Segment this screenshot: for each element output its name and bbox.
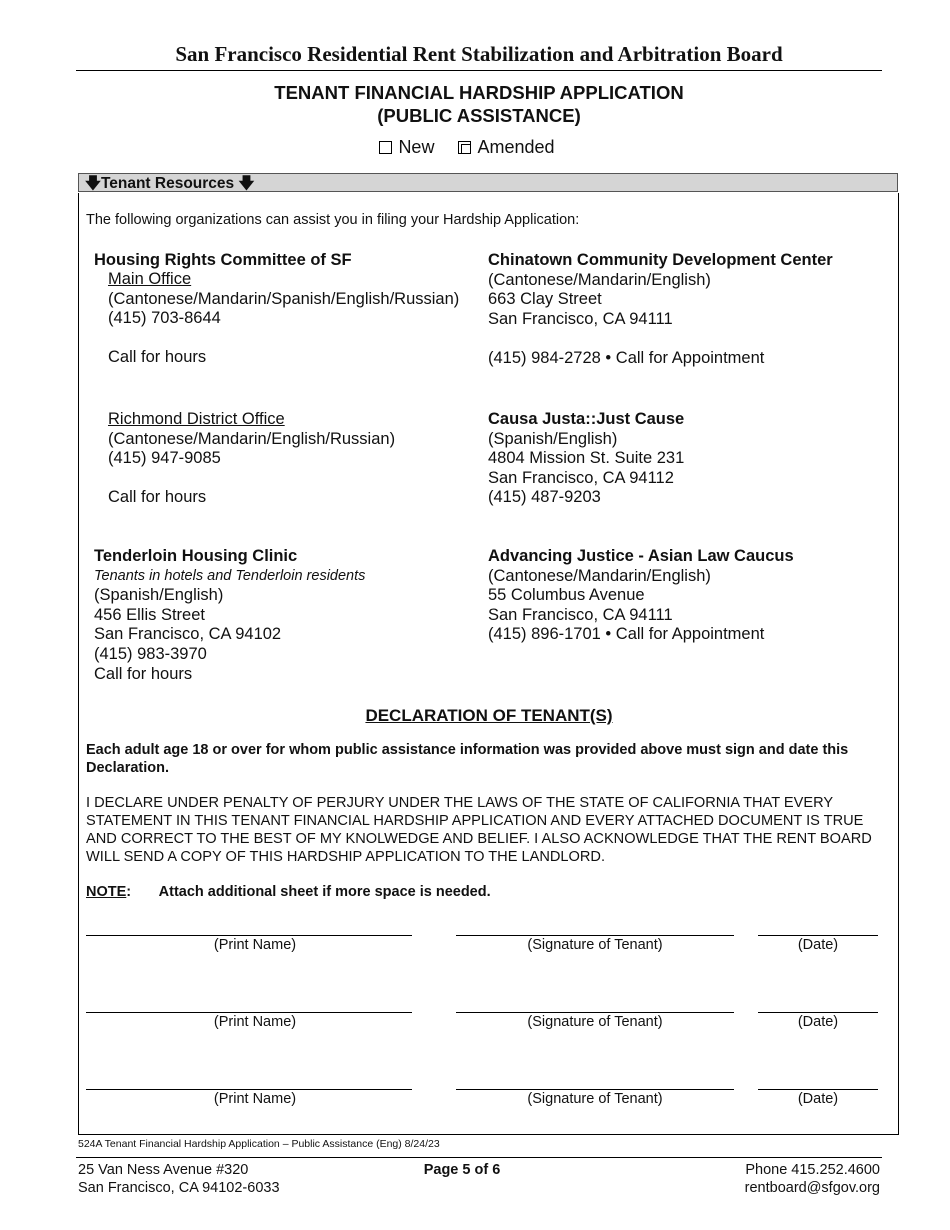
ajalc-city: San Francisco, CA 94111 [488,605,673,624]
hrc-main-phone: (415) 703-8644 [108,309,221,328]
note-text: Attach additional sheet if more space is needed. [158,884,491,900]
ccdc-phone: (415) 984-2728 • Call for Appointment [488,348,765,367]
hrc-main-hours: Call for hours [108,348,207,367]
thc-hours: Call for hours [94,664,193,683]
thc-street: 456 Ellis Street [94,605,205,624]
ccdc-name: Chinatown Community Development Center [488,251,833,269]
declaration-title: DECLARATION OF TENANT(S) [365,706,613,725]
hrc-main-languages: (Cantonese/Mandarin/Spanish/English/Russian) [108,289,460,308]
arrow-down-icon: 🡇 [238,175,255,192]
form-title: TENANT FINANCIAL HARDSHIP APPLICATION [274,82,684,103]
thc-note: Tenants in hotels and Tenderloin residents [94,567,366,584]
causa-block [488,410,684,508]
address-line1: 25 Van Ness Avenue #320 [78,1162,249,1178]
signature-line[interactable] [456,1089,734,1090]
new-checkbox[interactable] [379,141,392,154]
hrc-richmond-phone: (415) 947-9085 [108,449,221,468]
print-name-label: (Print Name) [213,937,297,953]
hrc-richmond-languages: (Cantonese/Mandarin/English/Russian) [108,429,396,448]
address-line2: San Francisco, CA 94102-6033 [78,1179,280,1196]
header-divider [76,70,882,71]
hrc-richmond-office-label: Richmond District Office [108,410,285,428]
signature-label: (Signature of Tenant) [527,1014,663,1030]
date-label: (Date) [797,1014,839,1030]
footer-divider [76,1157,882,1158]
note-label: NOTE [86,884,127,900]
new-label: New [398,137,435,157]
ajalc-name: Advancing Justice - Asian Law Caucus [488,547,794,565]
date-line[interactable] [758,1012,878,1013]
date-line[interactable] [758,1089,878,1090]
signature-line[interactable] [456,935,734,936]
signature-label: (Signature of Tenant) [527,937,663,953]
print-name-line[interactable] [86,935,412,936]
ajalc-phone: (415) 896-1701 • Call for Appointment [488,625,765,644]
date-label: (Date) [797,937,839,953]
ccdc-languages: (Cantonese/Mandarin/English) [488,270,711,289]
page-number: Page 5 of 6 [423,1162,501,1178]
hrc-main-office-label: Main Office [108,270,192,288]
contact-phone: Phone 415.252.4600 [745,1162,880,1178]
ajalc-street: 55 Columbus Avenue [488,586,645,605]
thc-languages: (Spanish/English) [94,586,224,605]
print-name-line[interactable] [86,1089,412,1090]
hrc-name: Housing Rights Committee of SF [94,251,352,269]
thc-name: Tenderloin Housing Clinic [94,547,298,565]
tenant-resources-label: Tenant Resources [100,175,235,192]
application-type [0,137,934,158]
declaration-instruction: Each adult age 18 or over for whom public assistance information was provided above must sign and date this Declaration. [86,742,849,776]
hrc-richmond-hours: Call for hours [108,488,207,507]
signature-line[interactable] [456,1012,734,1013]
declaration-body: I DECLARE UNDER PENALTY OF PERJURY UNDER THE LAWS OF THE STATE OF CALIFORNIA THAT EVERY STATEMENT IN THIS TENANT FINANCIAL HARDSHIP APPLICATION AND EVERY ATTACHED DOCUMENT IS TRUE AND CORRECT TO THE BEST OF MY KNOLWEDGE AND BELIEF. I ALSO ACKNOWLEDGE THAT THE RENT BOARD WILL SEND A COPY OF THIS HARDSHIP APPLICATION TO THE LANDLORD. [86,795,872,865]
causa-street: 4804 Mission St. Suite 231 [488,449,685,468]
amended-label: Amended [477,137,555,157]
signature-label: (Signature of Tenant) [527,1091,663,1107]
ajalc-languages: (Cantonese/Mandarin/English) [488,566,711,585]
amended-checkbox[interactable] [458,141,471,154]
causa-languages: (Spanish/English) [488,429,618,448]
form-id: 524A Tenant Financial Hardship Application – Public Assistance (Eng) 8/24/23 [78,1138,440,1150]
date-line[interactable] [758,935,878,936]
board-title: San Francisco Residential Rent Stabilization and Arbitration Board [175,42,783,66]
thc-phone: (415) 983-3970 [94,644,207,663]
resources-intro: The following organizations can assist you in filing your Hardship Application: [86,212,580,228]
arrow-down-icon: 🡇 [85,175,101,192]
print-name-label: (Print Name) [213,1091,297,1107]
hrc-richmond-office [108,410,395,508]
footer-contact [745,1162,880,1197]
ccdc-street: 663 Clay Street [488,290,602,309]
tenant-resources-bar [78,173,898,192]
hrc-main-office [108,270,459,368]
causa-name: Causa Justa::Just Cause [488,410,685,428]
thc-city: San Francisco, CA 94102 [94,625,282,644]
form-subtitle: (PUBLIC ASSISTANCE) [377,105,581,126]
ccdc-block [488,251,833,369]
print-name-line[interactable] [86,1012,412,1013]
thc-block [94,547,365,684]
contact-email[interactable]: rentboard@sfgov.org [744,1179,880,1196]
date-label: (Date) [797,1091,839,1107]
declaration-note: NOTE: Attach additional sheet if more space is needed. [86,884,491,900]
causa-phone: (415) 487-9203 [488,488,601,507]
print-name-label: (Print Name) [213,1014,297,1030]
ajalc-block [488,547,794,645]
causa-city: San Francisco, CA 94112 [488,468,674,487]
ccdc-city: San Francisco, CA 94111 [488,309,673,328]
